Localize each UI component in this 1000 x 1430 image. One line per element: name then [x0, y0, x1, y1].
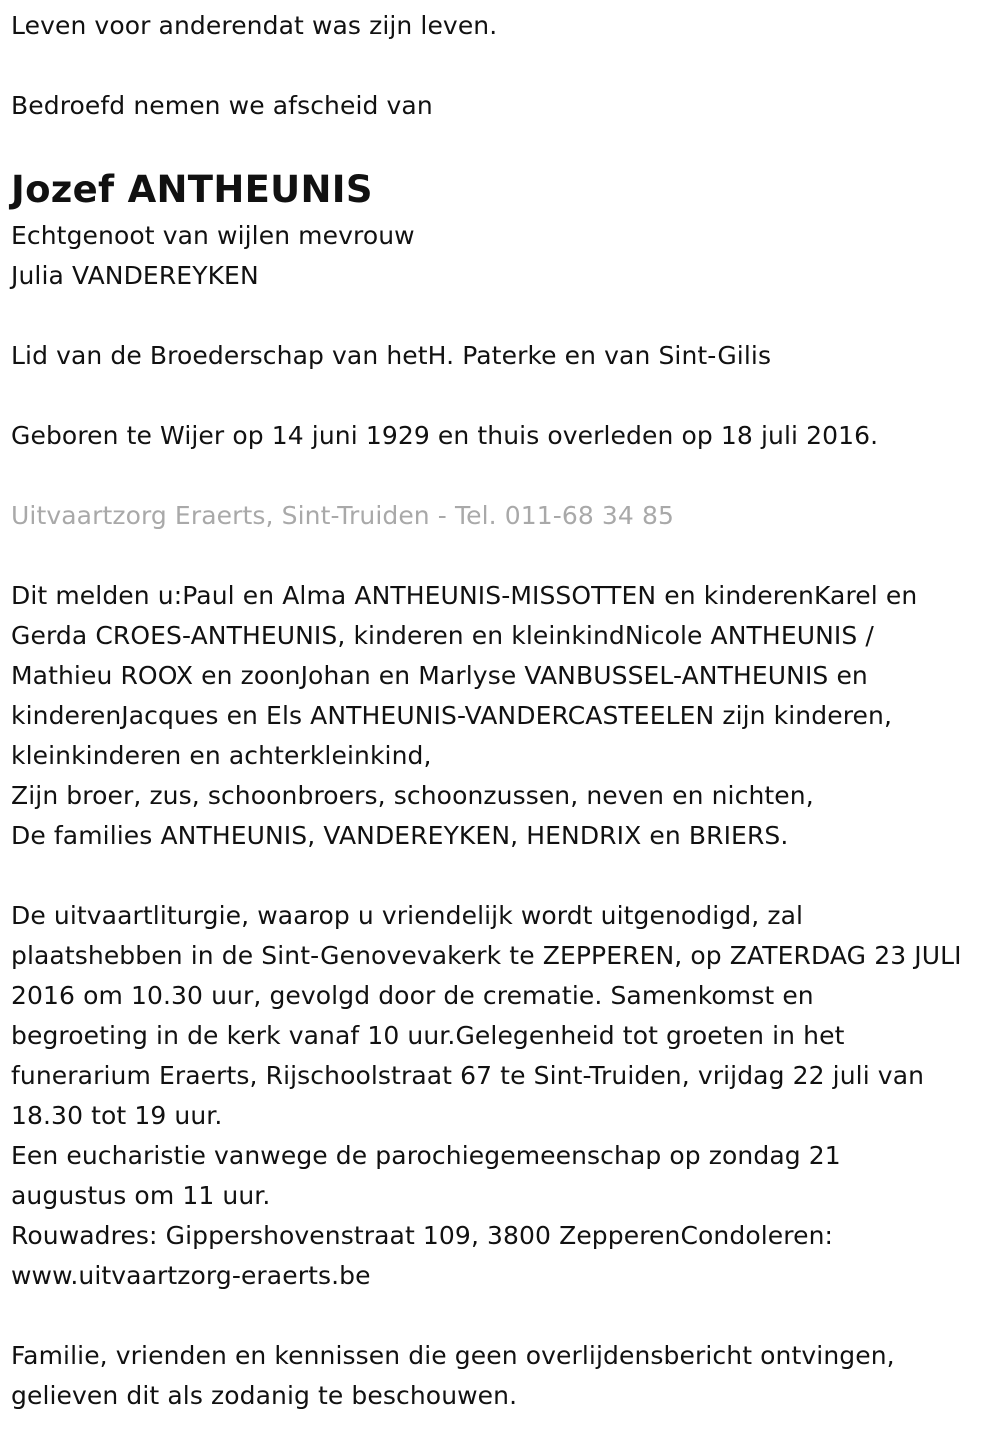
announcement-block [11, 576, 996, 856]
funeral-line: Een eucharistie vanwege de parochiegemeenschap op zondag 21 [11, 1141, 841, 1170]
spacer [11, 376, 996, 416]
condolence-url: www.uitvaartzorg-eraerts.be [11, 1261, 371, 1290]
farewell-text: Bedroefd nemen we afscheid van [11, 91, 433, 120]
spacer [11, 46, 996, 86]
spouse-line: Echtgenoot van wijlen mevrouw [11, 221, 415, 250]
funeral-line: augustus om 11 uur. [11, 1181, 271, 1210]
spouse-line: Julia VANDEREYKEN [11, 261, 259, 290]
funeral-line: Rouwadres: Gippershovenstraat 109, 3800 ZepperenCondoleren: [11, 1221, 834, 1250]
funeral-line: begroeting in de kerk vanaf 10 uur.Gelegenheid tot groeten in het [11, 1021, 845, 1050]
announcement-line: kinderenJacques en Els ANTHEUNIS-VANDERCASTEELEN zijn kinderen, [11, 701, 892, 730]
funeral-line: 2016 om 10.30 uur, gevolgd door de crematie. Samenkomst en [11, 981, 814, 1010]
announcement-line: Gerda CROES-ANTHEUNIS, kinderen en kleinkindNicole ANTHEUNIS / [11, 621, 874, 650]
spacer [11, 126, 996, 166]
closing-block [11, 1336, 996, 1416]
funeral-block [11, 896, 996, 1296]
announcement-line: Mathieu ROOX en zoonJohan en Marlyse VANBUSSEL-ANTHEUNIS en [11, 661, 868, 690]
funeral-line: funerarium Eraerts, Rijschoolstraat 67 te Sint-Truiden, vrijdag 22 juli van [11, 1061, 925, 1090]
intro-text: Leven voor anderendat was zijn leven. [11, 11, 498, 40]
announcement-line: Zijn broer, zus, schoonbroers, schoonzussen, neven en nichten, [11, 781, 814, 810]
closing-line: Familie, vrienden en kennissen die geen overlijdensbericht ontvingen, [11, 1341, 895, 1370]
spacer [11, 456, 996, 496]
funeral-line: De uitvaartliturgie, waarop u vriendelijk wordt uitgenodigd, zal [11, 901, 804, 930]
funeral-line: 18.30 tot 19 uur. [11, 1101, 223, 1130]
spacer [11, 856, 996, 896]
funeral-line: plaatshebben in de Sint-Genovevakerk te ZEPPEREN, op ZATERDAG 23 JULI [11, 941, 962, 970]
deceased-name: Jozef ANTHEUNIS [11, 168, 373, 211]
closing-line: gelieven dit als zodanig te beschouwen. [11, 1381, 518, 1410]
announcement-line: Dit melden u:Paul en Alma ANTHEUNIS-MISSOTTEN en kinderenKarel en [11, 581, 918, 610]
spacer [11, 536, 996, 576]
announcement-line: De families ANTHEUNIS, VANDEREYKEN, HENDRIX en BRIERS. [11, 821, 789, 850]
membership-text: Lid van de Broederschap van hetH. Paterke en van Sint-Gilis [11, 341, 772, 370]
spacer [11, 1296, 996, 1336]
undertaker-contact: Uitvaartzorg Eraerts, Sint-Truiden - Tel. 011-68 34 85 [11, 501, 674, 530]
birth-death-text: Geboren te Wijer op 14 juni 1929 en thuis overleden op 18 juli 2016. [11, 421, 879, 450]
announcement-line: kleinkinderen en achterkleinkind, [11, 741, 432, 770]
obituary-document [11, 6, 996, 1416]
spacer [11, 296, 996, 336]
